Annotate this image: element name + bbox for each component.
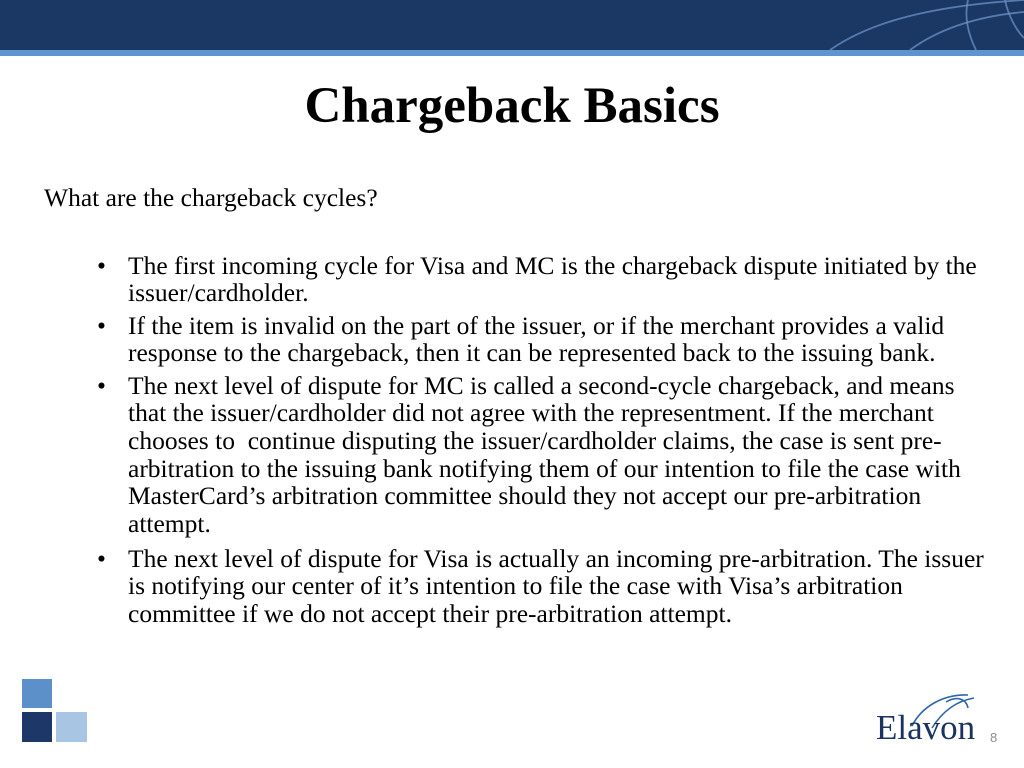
bullet-line: MasterCard’s arbitration committee should they not accept our pre-arbitration <box>128 481 922 511</box>
bullet-line: issuer/cardholder. <box>128 278 309 308</box>
header-arc <box>830 0 1024 50</box>
decor-square-light-blue <box>56 712 87 742</box>
page-number: 8 <box>990 730 998 745</box>
bullet-icon: • <box>97 250 106 280</box>
bullet-text <box>128 312 944 367</box>
bullet-line: The next level of dispute for Visa is actually an incoming pre-arbitration. The issuer <box>128 543 984 573</box>
header-stripe <box>0 50 1024 56</box>
bullet-icon: • <box>97 543 106 573</box>
bullet-line: committee if we do not accept their pre-arbitration attempt. <box>128 598 732 628</box>
decor-square-dark-blue <box>22 712 52 742</box>
bullet-text <box>128 252 977 307</box>
bullet-line: attempt. <box>128 509 211 539</box>
intro-question: What are the chargeback cycles? <box>44 182 378 212</box>
header-arc <box>1005 0 1024 38</box>
bullet-line: response to the chargeback, then it can be represented back to the issuing bank. <box>128 338 936 368</box>
bullet-line: that the issuer/cardholder did not agree with the representment. If the merchant <box>128 398 934 428</box>
bullet-line: The first incoming cycle for Visa and MC is the chargeback dispute initiated by the <box>128 250 977 280</box>
bullet-line: is notifying our center of it’s intention to file the case with Visa’s arbitration <box>128 571 903 601</box>
bullet-line: The next level of dispute for MC is called a second-cycle chargeback, and means <box>128 370 955 400</box>
bullet-line: chooses to continue disputing the issuer/cardholder claims, the case is sent pre- <box>128 425 942 455</box>
globe-arcs-icon <box>780 0 1024 50</box>
bullet-text <box>128 545 984 628</box>
bullet-line: arbitration to the issuing bank notifying them of our intention to file the case with <box>128 453 961 483</box>
bullet-icon: • <box>97 310 106 340</box>
slide-title: Chargeback Basics <box>304 78 720 134</box>
header-bar <box>0 0 1024 50</box>
decor-square-mid-blue <box>22 679 52 708</box>
bullet-line: If the item is invalid on the part of the issuer, or if the merchant provides a valid <box>128 310 945 340</box>
bullet-text <box>128 372 961 538</box>
bullet-icon: • <box>97 370 106 400</box>
elavon-logo: Elavon <box>876 707 976 747</box>
header-arc <box>966 0 976 50</box>
